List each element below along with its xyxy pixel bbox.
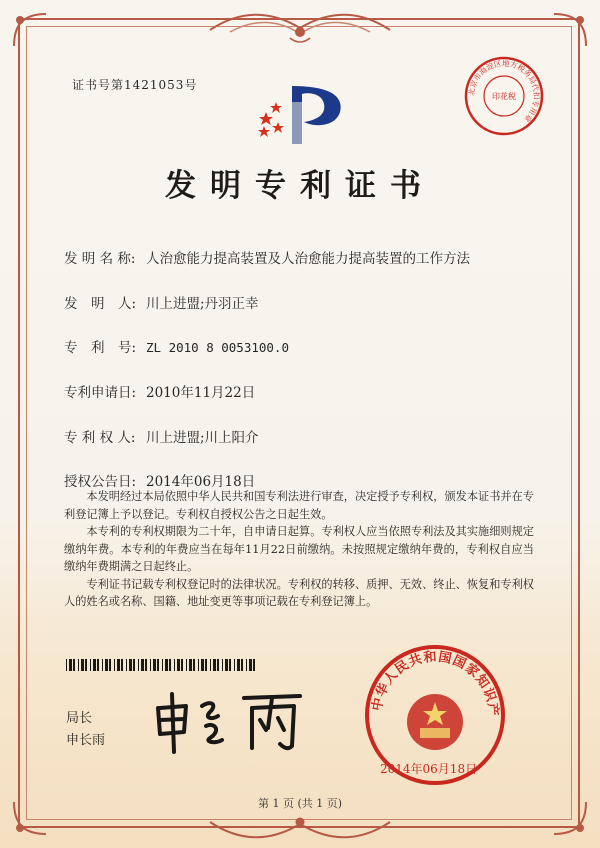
certificate-number: 证书号第1421053号 bbox=[72, 78, 198, 92]
field-grant-date bbox=[64, 470, 255, 490]
field-label: 授权公告日: bbox=[64, 474, 137, 490]
bottom-flourish-ornament bbox=[200, 808, 400, 844]
field-invention-name bbox=[64, 247, 470, 267]
body-paragraph: 本专利的专利权期限为二十年，自申请日起算。专利权人应当依照专利法及其实施细则规定缴纳年费。本专利的年费应当在每年11月22日前缴纳。未按照规定缴纳年费的，专利权自应当缴纳年费期满之日起终止。 bbox=[64, 525, 534, 573]
director-block bbox=[66, 708, 105, 752]
field-application-date bbox=[64, 381, 255, 401]
page-number: 第 1 页 (共 1 页) bbox=[257, 797, 343, 810]
seal-date: 2014年06月18日 bbox=[380, 762, 478, 776]
body-paragraph: 本发明经过本局依照中华人民共和国专利法进行审查，决定授予专利权，颁发本证书并在专利登记簿上予以登记。专利权自授权公告之日起生效。 bbox=[64, 490, 534, 521]
field-value: 川上进盟;丹羽正幸 bbox=[146, 296, 259, 312]
tax-stamp-seal bbox=[462, 54, 546, 142]
top-flourish-ornament bbox=[200, 8, 400, 48]
field-label: 专利申请日: bbox=[64, 385, 137, 401]
field-value: 2010年11月22日 bbox=[146, 385, 256, 401]
field-value: 川上进盟;川上阳介 bbox=[146, 430, 259, 446]
field-inventor bbox=[64, 292, 259, 312]
field-patentee bbox=[64, 426, 259, 446]
field-label: 发 明 人: bbox=[64, 296, 137, 312]
field-patent-number bbox=[64, 336, 289, 356]
director-signature bbox=[148, 686, 318, 760]
field-label: 专 利 号: bbox=[64, 340, 137, 356]
patent-office-logo bbox=[252, 82, 352, 152]
tax-stamp-ring-text: 北京市海淀区地方税务局代扣专用章 bbox=[466, 58, 542, 124]
corner-ornament-top-right bbox=[544, 6, 594, 56]
field-label: 专 利 权 人: bbox=[64, 430, 136, 446]
director-name: 申长雨 bbox=[66, 733, 106, 748]
field-label: 发 明 名 称: bbox=[64, 251, 136, 267]
director-title: 局长 bbox=[66, 711, 93, 726]
corner-ornament-top-left bbox=[6, 6, 56, 56]
tax-stamp-inner-text: 印花税 bbox=[492, 92, 516, 101]
certificate-title: 发明专利证书 bbox=[165, 168, 435, 204]
field-value: 人治愈能力提高装置及人治愈能力提高装置的工作方法 bbox=[146, 251, 470, 267]
seal-ring-text: 中华人民共和国国家知识产 bbox=[369, 649, 501, 718]
certificate-body-text bbox=[64, 488, 534, 611]
barcode bbox=[66, 656, 256, 675]
field-value: ZL 2010 8 0053100.0 bbox=[146, 340, 289, 355]
body-paragraph: 专利证书记载专利权登记时的法律状况。专利权的转移、质押、无效、终止、恢复和专利权人的姓名或名称、国籍、地址变更等事项记载在专利登记簿上。 bbox=[64, 577, 534, 608]
field-value: 2014年06月18日 bbox=[146, 474, 256, 490]
